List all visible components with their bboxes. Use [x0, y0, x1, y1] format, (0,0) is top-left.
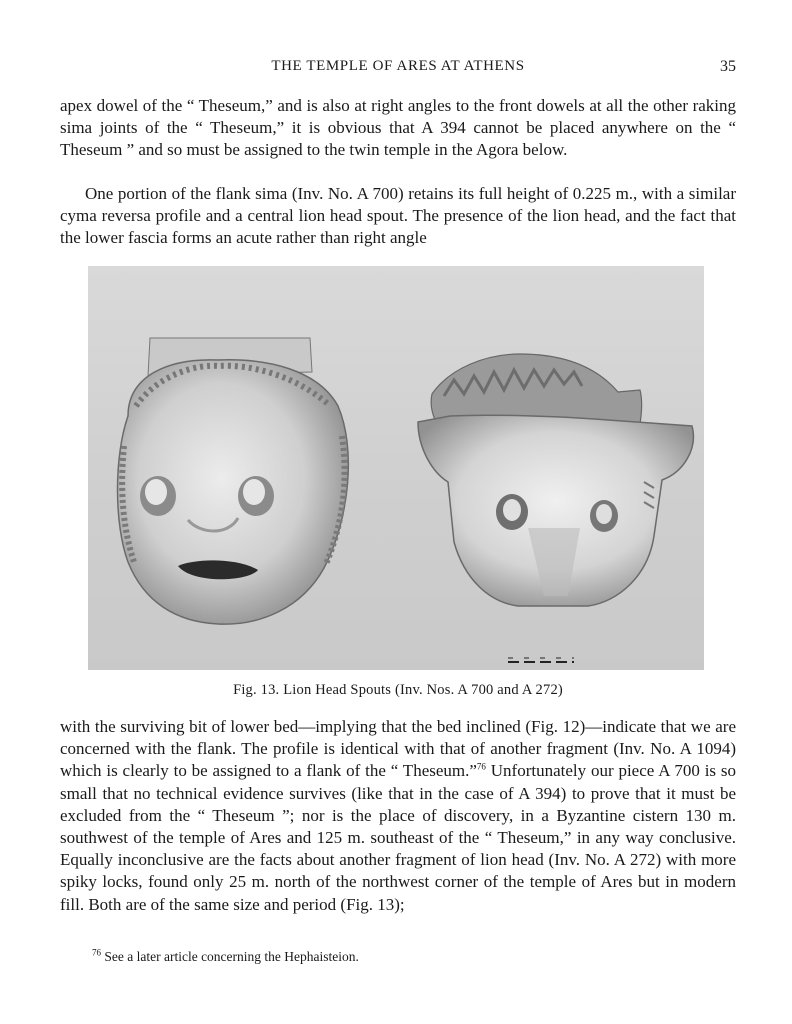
figure-lion-head-spouts: [88, 266, 704, 670]
lion-heads-photo: [88, 266, 704, 670]
paragraph-2: One portion of the flank sima (Inv. No. A 700) retains its full height of 0.225 m., with a similar cyma reversa profile and a central lion head spout. The presence of the lion head, and the fact that the lower fascia forms an acute rather than right angle: [60, 184, 736, 248]
paragraph-1: apex dowel of the “ Theseum,” and is also at right angles to the front dowels at all the other raking sima joints of the “ Theseum,” it is obvious that A 394 cannot be placed anywhere on the “ Theseum ” and so must be assigned to the twin temple in the Agora below.: [60, 96, 736, 160]
scale-bar: [508, 658, 574, 662]
footnote-reference: 76: [476, 761, 486, 772]
footnote-number: 76: [92, 947, 101, 958]
figure-caption: Fig. 13. Lion Head Spouts (Inv. Nos. A 700 and A 272): [233, 682, 563, 698]
lion-head-a272: [418, 354, 693, 606]
paragraph-3-part-2: Unfortunately our piece A 700 is so small that no technical evidence survives (like that in the case of A 394) to prove that it must be excluded from the “ Theseum ”; nor is the place of discovery, in a Byzantine cistern 130 m. southwest of the temple of Ares and 125 m. southeast of the “ Theseum,” in any way conclusive. Equally inconclusive are the facts about another fragment of lion head (Inv. No. A 272) with more spiky locks, found only 25 m. north of the northwest corner of the temple of Ares but in modern fill. Both are of the same size and period (Fig. 13);: [60, 761, 736, 914]
lion-head-a700: [118, 338, 349, 624]
page-number: 35: [720, 58, 736, 75]
footnote: [92, 948, 732, 966]
paragraph-3: [60, 716, 736, 916]
running-title: THE TEMPLE OF ARES AT ATHENS: [271, 58, 525, 74]
paragraph-3-part-1: with the surviving bit of lower bed—implying that the bed inclined (Fig. 12)—indicate that we are concerned with the flank. The profile is identical with that of another fragment (Inv. No. A 1094) which is clearly to be assigned to a flank of the “ Theseum.”: [60, 717, 736, 781]
page-header: [60, 58, 736, 80]
footnote-text: See a later article concerning the Hephaisteion.: [104, 949, 359, 964]
